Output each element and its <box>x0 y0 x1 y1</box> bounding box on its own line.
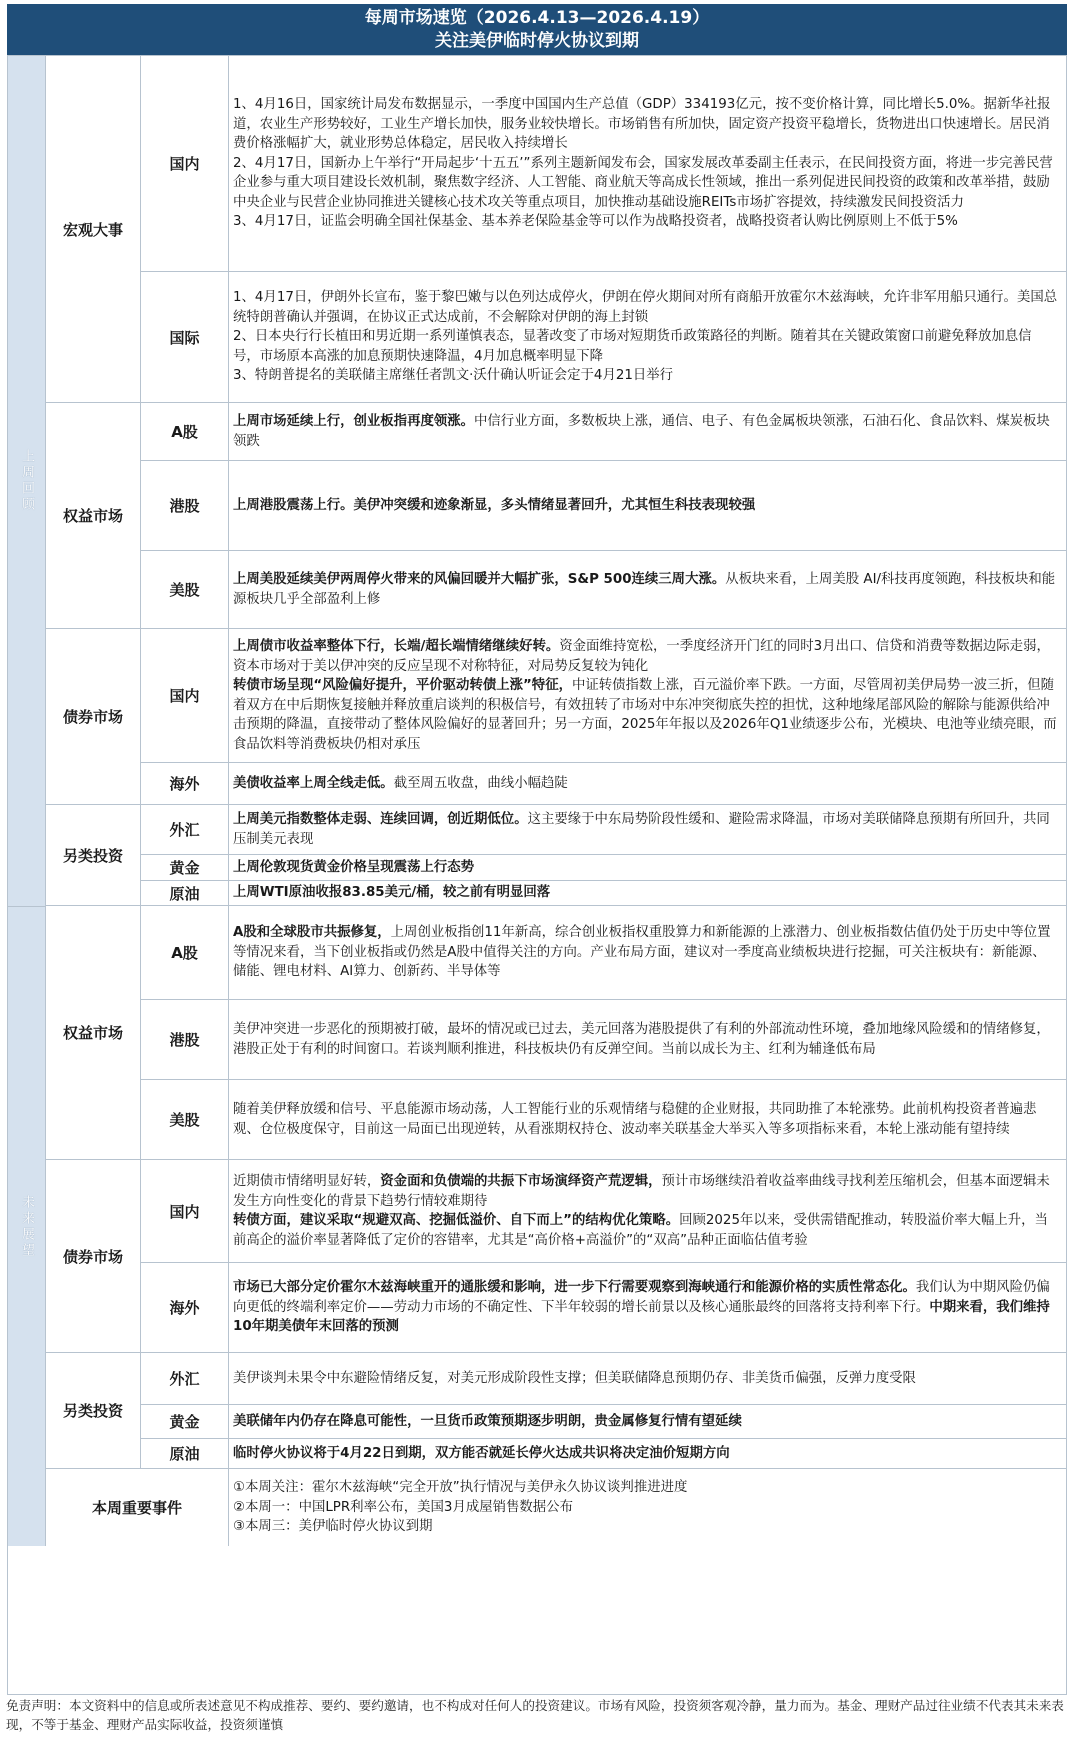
outlook-equity-hk-text: 美伊冲突进一步恶化的预期被打破，最坏的情况或已过去，美元回落为港股提供了有利的外部流动性环境，叠加地缘风险缓和的情绪修复，港股正处于有利的时间窗口。若谈判顺利推进，科技板块仍有反弹空间。当前以成长为主、红利为辅逢低布局 <box>233 1022 1050 1057</box>
weekly-events-content <box>229 1469 1066 1546</box>
review-bond-domestic-label: 国内 <box>141 629 229 763</box>
review-equity-a-share-highlight: 上周市场延续上行，创业板指再度领涨。 <box>233 414 475 429</box>
review-alt-gold-label: 黄金 <box>141 855 229 881</box>
outlook-equity-hk-content <box>229 1000 1066 1080</box>
outlook-equity-a-share-text: 上周创业板指创11年新高，综合创业板指权重股算力和新能源的上涨潜力、创业板指数估值仍处于历史中等位置等情况来看，当下创业板指或仍然是A股中值得关注的方向。产业布局方面，建议对一季度高业绩板块进行挖掘，可关注板块有：新能源、储能、锂电材料、AI算力、创新药、半导体等 <box>233 925 1051 980</box>
review-macro-category: 宏观大事 <box>46 56 141 403</box>
review-alt-fx-content <box>229 805 1066 855</box>
outlook-bond-overseas-label: 海外 <box>141 1263 229 1353</box>
review-equity-a-share-label: A股 <box>141 403 229 461</box>
review-equity-a-share-text: 中信行业方面，多数板块上涨，通信、电子、有色金属板块领涨，石油石化、食品饮料、煤炭板块领跌 <box>233 414 1050 449</box>
outlook-bond-overseas-content <box>229 1263 1066 1353</box>
outlook-bond-domestic-content <box>229 1160 1066 1263</box>
review-macro-domestic-label: 国内 <box>141 56 229 272</box>
outlook-bond-category: 债券市场 <box>46 1160 141 1353</box>
weekly-event-item: ①本周关注：霍尔木兹海峡“完全开放”执行情况与美伊永久协议谈判推进进度 <box>233 1480 688 1496</box>
review-macro-international-label: 国际 <box>141 272 229 403</box>
review-equity-hk-label: 港股 <box>141 461 229 551</box>
review-bond-domestic-text: 资金面维持宽松，一季度经济开门红的同时3月出口、信贷和消费等数据边际走弱，资本市场对于美以伊冲突的反应呈现不对称特征，对局势反复较为钝化 <box>233 639 1050 674</box>
weekly-event-item: ③本周三：美伊临时停火协议到期 <box>233 1519 433 1535</box>
review-equity-us-label: 美股 <box>141 551 229 629</box>
outlook-equity-us-label: 美股 <box>141 1080 229 1160</box>
outlook-equity-category: 权益市场 <box>46 906 141 1160</box>
review-macro-international-content <box>229 272 1066 403</box>
review-bond-overseas-highlight: 美债收益率上周全线走低。 <box>233 775 394 791</box>
outlook-equity-a-share-content <box>229 906 1066 1000</box>
review-equity-category: 权益市场 <box>46 403 141 629</box>
outlook-bond-convertible-highlight: 转债方面，建议采取“规避双高、挖掘低溢价、自下而上”的结构优化策略。 <box>233 1213 680 1228</box>
outlook-bond-domestic-highlight: 资金面和负债端的共振下市场演绎资产荒逻辑， <box>380 1174 662 1189</box>
outlook-alt-gold-highlight: 美联储年内仍存在降息可能性，一旦货币政策预期逐步明朗，贵金属修复行情有望延续 <box>233 1413 742 1429</box>
review-bond-domestic-highlight: 上周债市收益率整体下行，长端/超长端情绪继续好转。 <box>233 639 560 654</box>
review-alt-category: 另类投资 <box>46 805 141 906</box>
period-outlook-label: 未来展望 <box>19 1194 34 1259</box>
weekly-event-item: ②本周一：中国LPR利率公布，美国3月成屋销售数据公布 <box>233 1499 573 1515</box>
outlook-alt-gold-content <box>229 1405 1066 1439</box>
disclaimer: 免责声明：本文资料中的信息或所表述意见不构成推荐、要约、要约邀请，也不构成对任何人的投资建议。市场有风险，投资须客观冷静，量力而为。基金、理财产品过往业绩不代表其未来表现，不等于基金、理财产品实际收益，投资须谨慎 <box>6 1698 1064 1732</box>
review-bond-category: 债券市场 <box>46 629 141 805</box>
review-equity-us-text: 从板块来看，上周美股 AI/科技再度领跑，科技板块和能源板块几乎全部盈利上修 <box>233 572 1056 607</box>
outlook-equity-us-content <box>229 1080 1066 1160</box>
report-header <box>7 4 1067 55</box>
outlook-bond-overseas-text: 我们认为中期风险仍偏向更低的终端利率定价——劳动力市场的不确定性、下半年较弱的增长前景以及核心通胀最终的回落将支持利率下行。 <box>233 1280 1050 1315</box>
outlook-alt-oil-content <box>229 1439 1066 1469</box>
outlook-alt-fx-content <box>229 1353 1066 1405</box>
review-equity-a-share-content <box>229 403 1066 461</box>
review-bond-overseas-content <box>229 763 1066 805</box>
outlook-bond-domestic-label: 国内 <box>141 1160 229 1263</box>
review-equity-hk-content <box>229 461 1066 551</box>
outlook-bond-overseas-forecast: 中期来看，我们维持10年期美债年末回落的预测 <box>233 1299 1050 1335</box>
review-macro-international-item: 3、特朗普提名的美联储主席继任者凯文·沃什确认听证会定于4月21日举行 <box>233 368 674 384</box>
period-review <box>8 56 46 906</box>
review-alt-oil-label: 原油 <box>141 881 229 906</box>
review-bond-overseas-text: 截至周五收盘，曲线小幅趋陡 <box>393 775 568 791</box>
outlook-alt-fx-text: 美伊谈判未果令中东避险情绪反复，对美元形成阶段性支撑；但美联储降息预期仍存、非美货币偏强，反弹力度受限 <box>233 1370 916 1386</box>
outlook-alt-gold-label: 黄金 <box>141 1405 229 1439</box>
review-bond-overseas-label: 海外 <box>141 763 229 805</box>
outlook-equity-us-text: 随着美伊释放缓和信号、平息能源市场动荡，人工智能行业的乐观情绪与稳健的企业财报，共同助推了本轮涨势。此前机构投资者普遍悲观、仓位极度保守，目前这一局面已出现逆转，从看涨期权持仓、波动率关联基金大举买入等多项指标来看，本轮上涨动能有望持续 <box>233 1102 1037 1137</box>
review-macro-domestic-item: 1、4月16日，国家统计局发布数据显示，一季度中国国内生产总值（GDP）334193亿元，按不变价格计算，同比增长5.0%。据新华社报道，农业生产形势较好，工业生产增长加快，服务业较快增长。市场销售有所加快，固定资产投资平稳增长，货物进出口快速增长。居民消费价格涨幅扩大，就业形势总体稳定，居民收入持续增长 <box>233 97 1051 152</box>
review-equity-us-highlight: 上周美股延续美伊两周停火带来的风偏回暖并大幅扩张，S&P 500连续三周大涨。 <box>233 572 726 587</box>
outlook-bond-domestic-text: 近期债市情绪明显好转， <box>233 1174 381 1189</box>
period-review-label: 上周回顾 <box>19 449 34 513</box>
review-alt-oil-content <box>229 881 1066 906</box>
review-alt-fx-highlight: 上周美元指数整体走弱、连续回调，创近期低位。 <box>233 812 528 827</box>
review-macro-international-item: 1、4月17日，伊朗外长宣布，鉴于黎巴嫩与以色列达成停火，伊朗在停火期间对所有商船开放霍尔木兹海峡，允许非军用船只通行。美国总统特朗普确认并强调，在协议正式达成前，不会解除对伊朗的海上封锁 <box>233 290 1058 325</box>
outlook-alt-oil-label: 原油 <box>141 1439 229 1469</box>
review-bond-convertible-highlight: 转债市场呈现“风险偏好提升，平价驱动转债上涨”特征， <box>233 678 572 693</box>
outlook-alt-category: 另类投资 <box>46 1353 141 1469</box>
report-title: 每周市场速览（2026.4.13—2026.4.19） <box>364 8 710 28</box>
report-subtitle: 关注美伊临时停火协议到期 <box>435 31 639 51</box>
review-alt-gold-highlight: 上周伦敦现货黄金价格呈现震荡上行态势 <box>233 859 475 875</box>
review-bond-convertible-text: 中证转债指数上涨，百元溢价率下跌。一方面，尽管周初美伊局势一波三折，但随着双方在中后期恢复接触并释放重启谈判的积极信号，有效扭转了市场对中东冲突彻底失控的担忧，这种地缘尾部风险的解除与能源供给冲击预期的降温，直接带动了整体风险偏好的显著回升；另一方面，2025年年报以及2026年Q1业绩逐步公布，光模块、电池等业绩亮眼，而食品饮料等消费板块仍相对承压 <box>233 678 1057 752</box>
review-equity-us-content <box>229 551 1066 629</box>
review-alt-fx-text: 这主要缘于中东局势阶段性缓和、避险需求降温，市场对美联储降息预期有所回升，共同压制美元表现 <box>233 812 1050 847</box>
report-table <box>7 55 1067 1695</box>
review-macro-domestic-item: 2、4月17日，国新办上午举行“开局起步‘十五五’”系列主题新闻发布会，国家发展改革委副主任表示，在民间投资方面，将进一步完善民营企业参与重大项目建设长效机制，聚焦数字经济、人工智能、商业航天等高成长性领域，推出一系列促进民间投资的政策和改革举措，鼓励中央企业与民营企业协同推进关键核心技术攻关等重点项目，加快推动基础设施REITs市场扩容提效，持续激发民间投资活力 <box>233 155 1053 210</box>
review-bond-domestic-content <box>229 629 1066 763</box>
outlook-bond-convertible-text: 回顾2025年以来，受供需错配推动，转股溢价率大幅上升，当前高企的溢价率显著降低了定价的容错率，尤其是“高价格+高溢价”的“双高”品种正面临估值考验 <box>233 1213 1048 1248</box>
review-alt-oil-highlight: 上周WTI原油收报83.85美元/桶，较之前有明显回落 <box>233 885 551 901</box>
outlook-bond-domestic-text: 预计市场继续沿着收益率曲线寻找利差压缩机会，但基本面逻辑未发生方向性变化的背景下趋势行情较难期待 <box>233 1174 1050 1209</box>
outlook-bond-overseas-highlight: 市场已大部分定价霍尔木兹海峡重开的通胀缓和影响，进一步下行需要观察到海峡通行和能源价格的实质性常态化。 <box>233 1280 916 1296</box>
review-alt-gold-content <box>229 855 1066 881</box>
outlook-equity-a-share-highlight: A股和全球股市共振修复， <box>233 925 391 941</box>
review-macro-domestic-content <box>229 56 1066 272</box>
outlook-alt-fx-label: 外汇 <box>141 1353 229 1405</box>
period-outlook <box>8 906 46 1546</box>
outlook-alt-oil-highlight: 临时停火协议将于4月22日到期，双方能否就延长停火达成共识将决定油价短期方向 <box>233 1445 730 1461</box>
weekly-events-label: 本周重要事件 <box>46 1469 229 1546</box>
outlook-equity-hk-label: 港股 <box>141 1000 229 1080</box>
review-macro-international-item: 2、日本央行行长植田和男近期一系列谨慎表态，显著改变了市场对短期货币政策路径的判断。随着其在关键政策窗口前避免释放加息信号，市场原本高涨的加息预期快速降温，4月加息概率明显下降 <box>233 329 1032 364</box>
review-equity-hk-highlight: 上周港股震荡上行。美伊冲突缓和迹象渐显，多头情绪显著回升，尤其恒生科技表现较强 <box>233 497 756 513</box>
outlook-equity-a-share-label: A股 <box>141 906 229 1000</box>
review-alt-fx-label: 外汇 <box>141 805 229 855</box>
review-macro-domestic-item: 3、4月17日，证监会明确全国社保基金、基本养老保险基金等可以作为战略投资者，战略投资者认购比例原则上不低于5% <box>233 214 958 230</box>
